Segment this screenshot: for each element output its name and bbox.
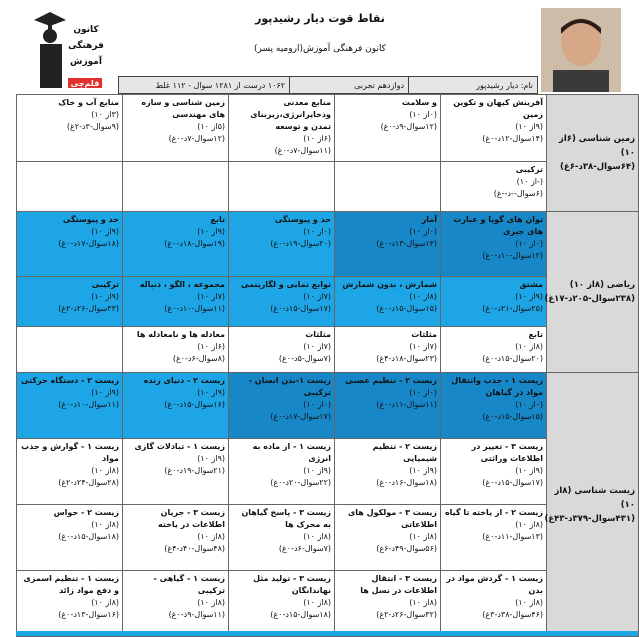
topic-cell — [441, 162, 547, 212]
topic-title: زیست ۱ - گیاهی - ترکیبی — [153, 574, 225, 595]
topic-cell — [441, 439, 547, 505]
topic-stat: (۱۶سوال-۱۳د-۰غ) — [58, 610, 119, 619]
topic-stat: (۳۳سوال-۲۶د-۲غ) — [58, 304, 119, 313]
topic-cell — [335, 327, 441, 373]
topic-stat: (۵از ۱۰) — [197, 122, 225, 131]
topic-title: مثلثات — [411, 330, 437, 339]
topic-title: تابع — [210, 215, 225, 224]
svg-text:فرهنگی: فرهنگی — [68, 41, 104, 51]
topic-stat: (۷از ۱۰) — [409, 342, 437, 351]
topic-title — [338, 164, 437, 176]
topic-stat: (۰از ۱۰) — [409, 110, 437, 119]
topic-stat: (۱۷سوال-۱۵د-۰غ) — [270, 304, 331, 313]
topic-stat: (۰از ۱۰) — [303, 400, 331, 409]
topic-cell — [123, 571, 229, 637]
topic-cell — [123, 95, 229, 162]
topic-stat: (۸از ۱۰) — [197, 598, 225, 607]
topic-cell — [17, 439, 123, 505]
topic-title: زیست ۳ - مولکول های اطلاعاتی — [347, 508, 437, 529]
topic-stat: (۹از ۱۰) — [91, 292, 119, 301]
topic-cell — [17, 277, 123, 327]
topic-stat: (۱۲سوال-۱۰د-۰غ) — [482, 251, 543, 260]
topic-stat: (۸از ۱۰) — [515, 598, 543, 607]
topic-stat: (۰از ۱۰) — [515, 400, 543, 409]
topic-cell — [335, 277, 441, 327]
topic-stat: (۰از ۱۰) — [303, 227, 331, 236]
topic-title: شمارش ، بدون شمارش — [342, 280, 437, 289]
topic-stat: (۴۶سوال-۳۸د-۳غ) — [482, 610, 543, 619]
topic-title — [126, 164, 225, 176]
student-name: نام: دیار رشیدپور — [408, 77, 537, 93]
topic-cell — [229, 373, 335, 439]
topic-stat: (۸از ۱۰) — [303, 532, 331, 541]
topic-cell — [441, 571, 547, 637]
topic-stat: (۹از ۱۰) — [303, 466, 331, 475]
topic-cell — [17, 505, 123, 571]
topic-cell — [441, 327, 547, 373]
topic-stat: (-از ۱۰) — [516, 177, 543, 186]
topic-stat: (۱۳سوال-۱۳د-۰غ) — [376, 239, 437, 248]
topic-stat: (۱۲سوال-۷د-۰غ) — [168, 134, 225, 143]
topic-cell — [17, 327, 123, 373]
topic-cell — [123, 162, 229, 212]
topic-stat: (۸از ۱۰) — [91, 520, 119, 529]
topic-stat: (۷از ۱۰) — [197, 292, 225, 301]
topic-title: زیست ۳ - تغییر در اطلاعات وراثتی — [471, 442, 543, 463]
topic-cell — [123, 439, 229, 505]
table-row — [17, 373, 639, 439]
topic-title: توان های گویا و عبارت های جبری — [453, 215, 543, 236]
topic-title: مشتق — [519, 280, 543, 289]
topic-title: مثلثات — [305, 330, 331, 339]
topic-title: حد و پیوستگی — [62, 215, 119, 224]
topic-stat: (۸از ۱۰) — [197, 532, 225, 541]
topic-title: حد و پیوستگی — [274, 215, 331, 224]
topic-stat: (۹سوال-۳د-۲غ) — [66, 122, 119, 131]
topic-stat: (۱۸سوال-۱۶د-۰غ) — [376, 478, 437, 487]
table-row — [17, 212, 639, 277]
topic-title: زیست ۳ - تولید مثل نهاندانگان — [253, 574, 331, 595]
topic-cell — [229, 212, 335, 277]
topic-stat: (۹از ۱۰) — [197, 388, 225, 397]
topic-stat: (۱۱سوال-۹د-۰غ) — [168, 610, 225, 619]
topic-stat: (۱۵سوال-۱۵د-۰غ) — [482, 412, 543, 421]
topic-cell — [123, 327, 229, 373]
topic-stat: (۹از ۱۰) — [197, 454, 225, 463]
strengths-table — [16, 94, 639, 637]
svg-text:آموزش: آموزش — [70, 57, 102, 67]
topic-title: زمین شناسی و سازه های مهندسی — [141, 98, 225, 119]
topic-title: زیست ۱ - جذب وانتقال مواد در گیاهان — [451, 376, 543, 397]
page-title: نقاط قوت دیار رشیدپور — [255, 12, 385, 25]
topic-stat: (۶از ۱۰) — [303, 134, 331, 143]
topic-stat: (۱۴سوال-۱۲د-۰غ) — [482, 134, 543, 143]
topic-stat: (۹از ۱۰) — [515, 122, 543, 131]
topic-cell — [17, 162, 123, 212]
topic-cell — [17, 95, 123, 162]
student-photo — [541, 8, 621, 92]
topic-stat: (۶سوال--د--غ) — [493, 189, 543, 198]
topic-cell — [123, 212, 229, 277]
topic-cell — [229, 439, 335, 505]
topic-title: زیست ۲ - تنظیم عصبی — [345, 376, 437, 385]
topic-stat: (۹از ۱۰) — [91, 388, 119, 397]
topic-stat: (۰از ۱۰) — [409, 227, 437, 236]
topic-cell — [123, 505, 229, 571]
topic-title: توابع نمایی و لگاریتمی — [240, 280, 331, 289]
topic-stat: (۹از ۱۰) — [515, 466, 543, 475]
topic-title: منابع معدنی وذخایرانرژی،زیربنای تمدن و توسعه — [250, 98, 331, 131]
topic-stat: (۶از ۱۰) — [197, 342, 225, 351]
topic-stat: (۲۰سوال-۱۹د-۰غ) — [270, 239, 331, 248]
topic-title: و سلامت — [401, 98, 437, 107]
topic-cell — [229, 277, 335, 327]
topic-stat: (۸از ۱۰) — [409, 292, 437, 301]
topic-title: زیست ۲ - حواس — [53, 508, 119, 517]
topic-title: آمار — [421, 215, 437, 224]
subject-label: ریاضی (۸از ۱۰) (۲۳۸سوال-۲۰۵د-۱۷غ) — [547, 212, 639, 373]
topic-stat: (۱۲سوال-۹د-۰غ) — [380, 122, 437, 131]
topic-title: زیست ۱ - گردش مواد در بدن — [446, 574, 543, 595]
bottom-strip — [16, 631, 638, 636]
topic-cell — [441, 212, 547, 277]
topic-title: زیست ۱ - تبادلات گازی — [134, 442, 225, 451]
topic-stat: (۳۲سوال-۲۶د-۲غ) — [376, 610, 437, 619]
topic-stat: (۸از ۱۰) — [409, 532, 437, 541]
topic-stat: (۲۵سوال-۲۱د-۰غ) — [482, 304, 543, 313]
table-row — [17, 571, 639, 637]
student-info-bar — [118, 76, 538, 94]
topic-cell — [441, 505, 547, 571]
topic-title: زیست ۲ - از یاخته تا گیاه — [444, 508, 543, 517]
topic-stat: (۱۷سوال-۱۷د-۰غ) — [270, 412, 331, 421]
topic-title: ترکیبی — [91, 280, 119, 289]
topic-cell — [335, 439, 441, 505]
topic-stat: (۳از ۱۰) — [91, 110, 119, 119]
page-subtitle: کانون فرهنگی آموزش(ارومیه پسر) — [254, 44, 386, 54]
topic-title: زیست ۱-بدن انسان - ترکیبی — [248, 376, 331, 397]
topic-cell — [441, 95, 547, 162]
topic-stat: (۰از ۱۰) — [515, 239, 543, 248]
topic-stat: (۱۱سوال-۱۱د-۰غ) — [376, 400, 437, 409]
topic-title: زیست ۲ - تنظیم شیمیایی — [372, 442, 437, 463]
topic-title — [20, 164, 119, 176]
topic-stat: (۵۶سوال-۴۹د-۶غ) — [376, 544, 437, 553]
topic-stat: (۸از ۱۰) — [409, 598, 437, 607]
topic-title: منابع آب و خاک — [58, 98, 119, 107]
topic-stat: (۴۸سوال-۴۰د-۴غ) — [164, 544, 225, 553]
topic-stat: (۷از ۱۰) — [303, 342, 331, 351]
topic-title: زیست ۱ - گوارش و جذب مواد — [21, 442, 119, 463]
topic-stat: (۱۶سوال-۱۵د-۰غ) — [164, 400, 225, 409]
kanoon-logo — [28, 6, 108, 94]
topic-cell — [123, 277, 229, 327]
topic-title: ترکیبی — [515, 165, 543, 174]
topic-cell — [229, 505, 335, 571]
topic-cell — [123, 373, 229, 439]
topic-title — [20, 329, 119, 341]
topic-stat: (۸از ۱۰) — [515, 520, 543, 529]
topic-stat: (۹از ۱۰) — [91, 227, 119, 236]
table-row — [17, 327, 639, 373]
topic-cell — [229, 571, 335, 637]
topic-stat: (۰از ۱۰) — [409, 388, 437, 397]
topic-stat: (۹از ۱۰) — [515, 292, 543, 301]
topic-stat: (۱۱سوال-۷د-۰غ) — [274, 146, 331, 155]
topic-stat: (۹از ۱۰) — [197, 227, 225, 236]
table-row — [17, 439, 639, 505]
topic-stat: (۱۱سوال-۱۰د-۰غ) — [58, 400, 119, 409]
topic-cell — [335, 95, 441, 162]
topic-stat: (۲۰سوال-۱۵د-۰غ) — [482, 354, 543, 363]
topic-stat: (۲۱سوال-۱۹د-۰غ) — [164, 466, 225, 475]
topic-cell — [17, 373, 123, 439]
topic-stat: (۷سوال-۶د-۰غ) — [278, 544, 331, 553]
topic-stat: (۱۷سوال-۱۵د-۰غ) — [482, 478, 543, 487]
topic-stat: (۱۳سوال-۱۱د-۰غ) — [482, 532, 543, 541]
topic-cell — [335, 373, 441, 439]
topic-stat: (۸از ۱۰) — [515, 342, 543, 351]
topic-stat: (۸از ۱۰) — [303, 598, 331, 607]
topic-stat: (۲۸سوال-۲۴د-۲غ) — [58, 478, 119, 487]
topic-title: زیست ۱ - از ماده به انرژی — [252, 442, 331, 463]
topic-cell — [441, 277, 547, 327]
topic-stat: (۲۳سوال-۱۸د-۴غ) — [376, 354, 437, 363]
topic-title: زیست ۱ - تنظیم اسمزی و دفع مواد زائد — [23, 574, 119, 595]
student-grade: دوازدهم تجربی — [289, 77, 408, 93]
topic-cell — [335, 571, 441, 637]
topic-cell — [229, 162, 335, 212]
topic-title: مجموعه ، الگو ، دنباله — [139, 280, 225, 289]
topic-stat: (۱۸سوال-۱۷د-۰غ) — [58, 239, 119, 248]
topic-stat: (۸از ۱۰) — [91, 598, 119, 607]
topic-stat: (۱۸سوال-۱۵د-۰غ) — [270, 610, 331, 619]
svg-text:کانون: کانون — [73, 25, 99, 35]
topic-title — [232, 164, 331, 176]
topic-title: زیست ۳ - پاسخ گیاهان به محرک ها — [241, 508, 331, 529]
topic-cell — [17, 212, 123, 277]
topic-title: معادله ها و نامعادله ها — [136, 330, 225, 339]
topic-cell — [17, 571, 123, 637]
topic-cell — [335, 212, 441, 277]
topic-cell — [441, 373, 547, 439]
topic-cell — [229, 327, 335, 373]
subject-label: زیست شناسی (۸از ۱۰) (۴۳۱سوال-۳۷۹د-۴۳غ) — [547, 373, 639, 637]
topic-stat: (۲۲سوال-۲۰د-۰غ) — [270, 478, 331, 487]
topic-cell — [335, 162, 441, 212]
topic-stat: (۸از ۱۰) — [91, 466, 119, 475]
topic-title: زیست ۲ - دنیای زنده — [143, 376, 225, 385]
topic-title: زیست ۲ - دستگاه حرکتی — [21, 376, 119, 385]
subject-label: زمین شناسی (۶از ۱۰) (۶۴سوال-۳۸د-۶غ) — [547, 95, 639, 212]
topic-title: زیست ۳ - جریان اطلاعات در یاخته — [157, 508, 225, 529]
table-row — [17, 95, 639, 162]
topic-title: زیست ۳ - انتقال اطلاعات در نسل ها — [360, 574, 437, 595]
topic-stat: (۸سوال-۶د-۰غ) — [172, 354, 225, 363]
student-stats: ۱۰۶۲ درست از ۱۲۸۱ سوال - ۱۱۲ غلط — [155, 80, 285, 90]
topic-stat: (۹از ۱۰) — [409, 466, 437, 475]
topic-stat: (۱۵سوال-۱۵د-۰غ) — [376, 304, 437, 313]
topic-cell — [335, 505, 441, 571]
topic-stat: (۷سوال-۵د-۰غ) — [278, 354, 331, 363]
topic-cell — [229, 95, 335, 162]
topic-stat: (۱۹سوال-۱۸د-۰غ) — [164, 239, 225, 248]
topic-title: تابع — [528, 330, 543, 339]
svg-text:قلم‌چی: قلم‌چی — [70, 79, 100, 88]
topic-title: آفرینش کیهان و تکوین زمین — [453, 98, 543, 119]
topic-stat: (۱۱سوال-۱۰د-۰غ) — [164, 304, 225, 313]
table-row — [17, 162, 639, 212]
topic-stat: (۷از ۱۰) — [303, 292, 331, 301]
topic-stat: (۱۸سوال-۱۵د-۰غ) — [58, 532, 119, 541]
